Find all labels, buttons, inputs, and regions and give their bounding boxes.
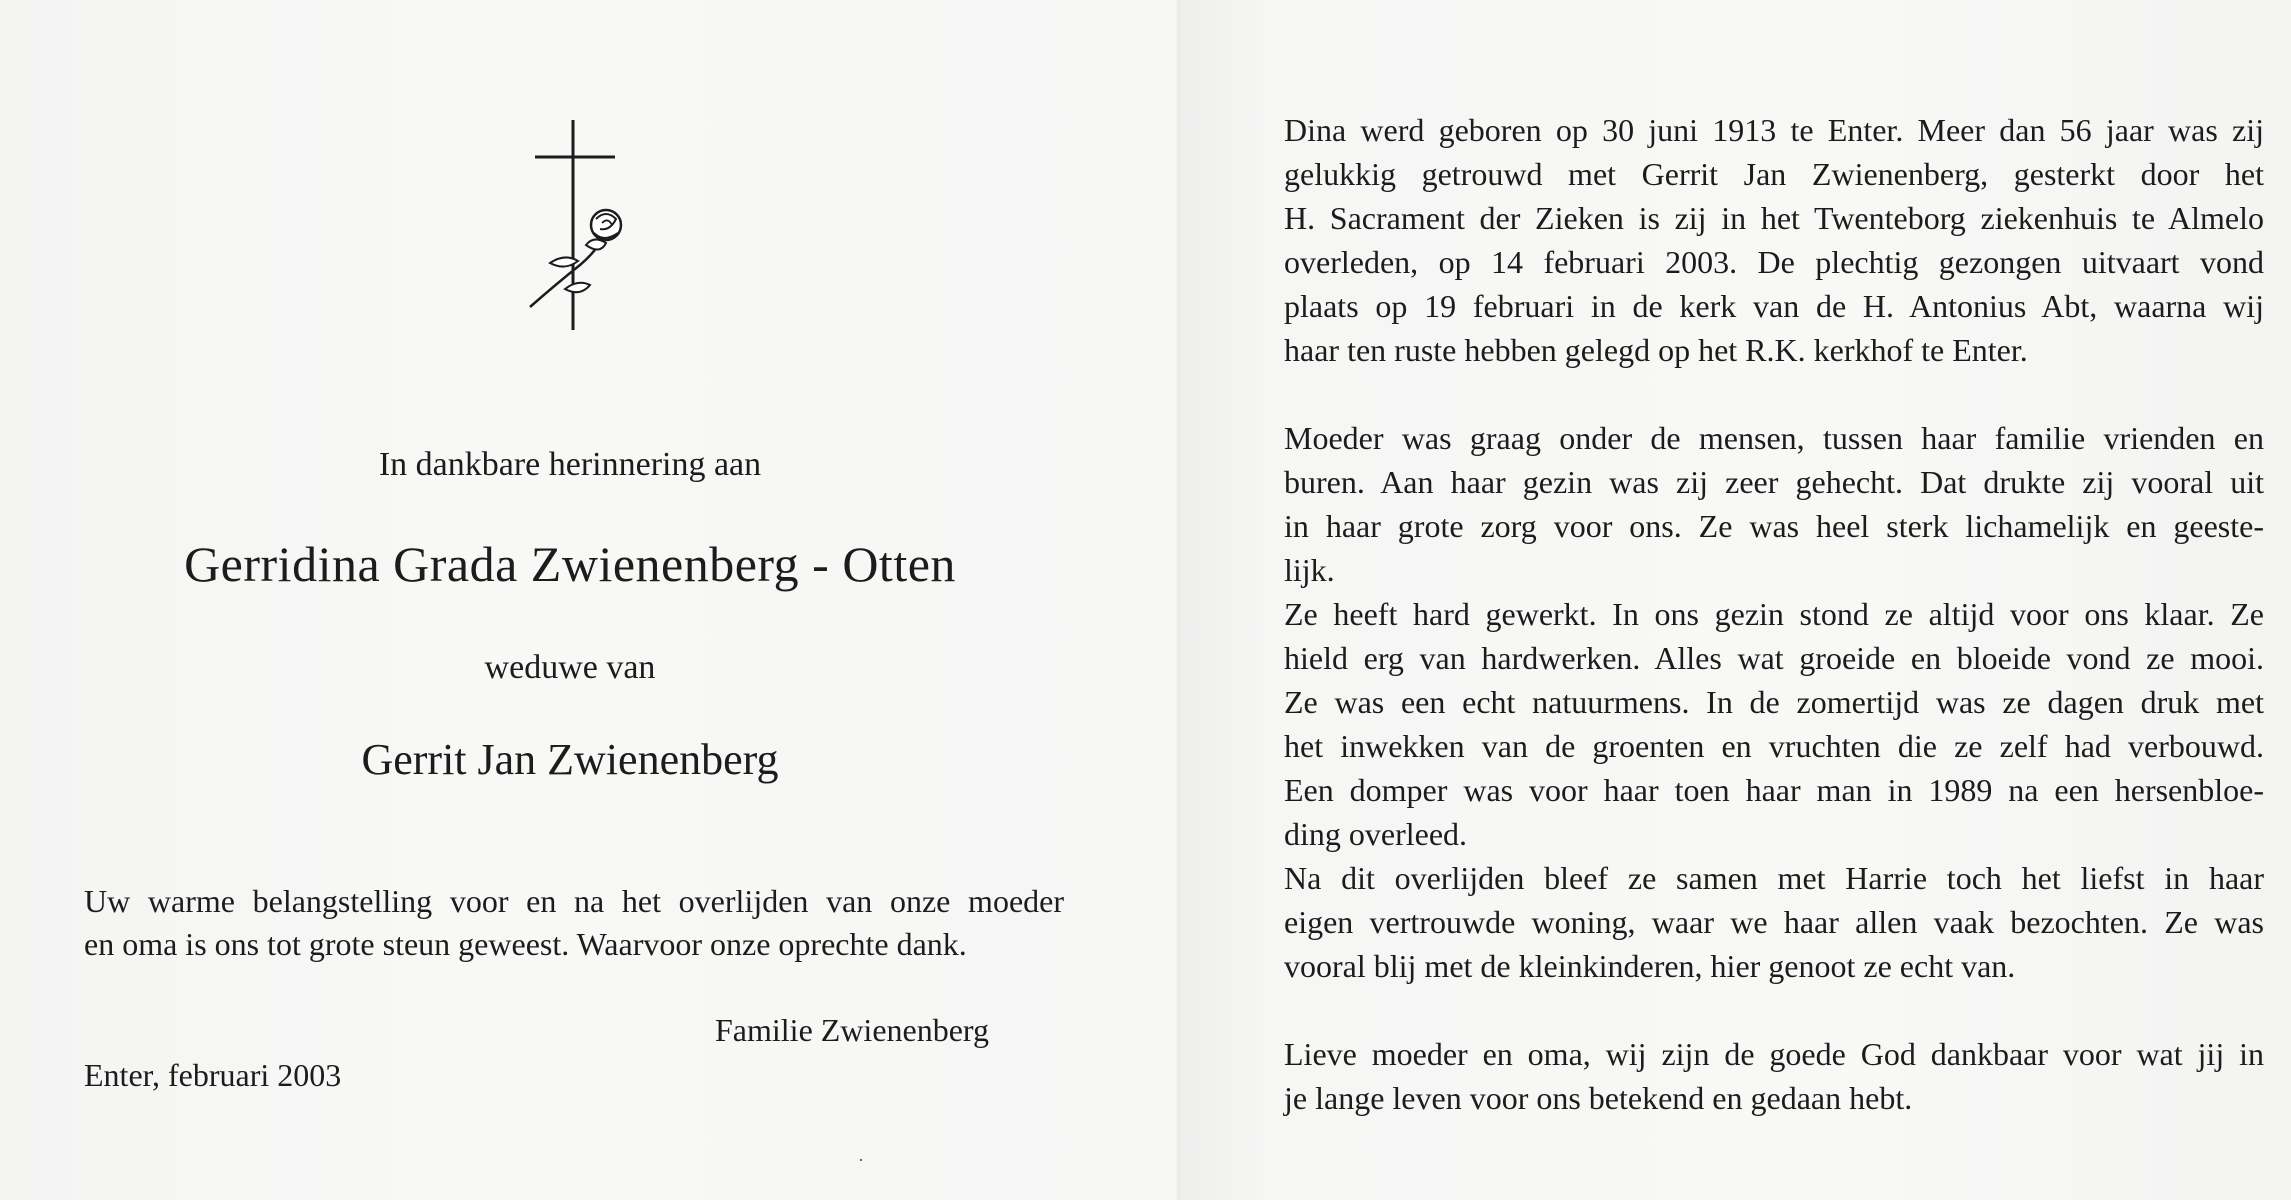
deceased-name: Gerridina Grada Zwienenberg - Otten [184,536,956,592]
text-line: buren. Aan haar gezin was zij zeer gehecht. Dat drukte zij vooral uit [1284,464,2264,500]
text-line: je lange leven voor ons betekend en gedaan hebt. [1284,1080,1913,1116]
place-date: Enter, februari 2003 [84,1057,342,1093]
cross-with-rose-icon [520,115,640,335]
text-line: gelukkig getrouwd met Gerrit Jan Zwienenberg, gesterkt door het [1284,156,2264,192]
thanks-line: en oma is ons tot grote steun geweest. Waarvoor onze oprechte dank. [84,926,967,962]
text-line: Dina werd geboren op 30 juni 1913 te Enter. Meer dan 56 jaar was zij [1284,112,2264,148]
work-paragraph [1284,592,2264,856]
intro-text: In dankbare herinnering aan [378,446,762,483]
thanks-paragraph [84,880,1064,966]
text-line: Lieve moeder en oma, wij zijn de goede God dankbaar voor wat jij in [1284,1036,2264,1072]
text-line: Na dit overlijden bleef ze samen met Harrie toch het liefst in haar [1284,860,2264,896]
character-paragraph [1284,416,2264,592]
text-line: plaats op 19 februari in de kerk van de H. Antonius Abt, waarna wij [1284,288,2264,324]
text-line: vooral blij met de kleinkinderen, hier genoot ze echt van. [1284,948,2016,984]
family-signature: Familie Zwienenberg [715,1012,989,1048]
paper-speck: · [858,1150,864,1170]
text-line: Ze heeft hard gewerkt. In ons gezin stond ze altijd voor ons klaar. Ze [1284,596,2264,632]
text-line: eigen vertrouwde woning, waar we haar allen vaak bezochten. Ze was [1284,904,2264,940]
biography-paragraph [1284,108,2264,372]
memorial-text [1284,108,2264,1120]
closing-paragraph [1284,1032,2264,1120]
text-line: het inwekken van de groenten en vruchten die ze zelf had verbouwd. [1284,728,2264,764]
thanks-line: Uw warme belangstelling voor en na het overlijden van onze moeder [84,883,1064,919]
text-line: ding overleed. [1284,816,1468,852]
text-line: Een domper was voor haar toen haar man in 1989 na een hersenbloe- [1284,772,2264,808]
later-years-paragraph [1284,856,2264,988]
text-line: Moeder was graag onder de mensen, tussen haar familie vrienden en [1284,420,2264,456]
husband-name: Gerrit Jan Zwienenberg [361,735,779,784]
text-line: overleden, op 14 februari 2003. De plechtig gezongen uitvaart vond [1284,244,2264,280]
text-line: H. Sacrament der Zieken is zij in het Twenteborg ziekenhuis te Almelo [1284,200,2264,236]
text-line: hield erg van hardwerken. Alles wat groeide en bloeide vond ze mooi. [1284,640,2264,676]
text-line: lijk. [1284,552,1335,588]
text-line: in haar grote zorg voor ons. Ze was heel sterk lichamelijk en geeste- [1284,508,2264,544]
widow-of-text: weduwe van [484,649,656,686]
text-line: haar ten ruste hebben gelegd op het R.K. kerkhof te Enter. [1284,332,2028,368]
text-line: Ze was een echt natuurmens. In de zomertijd was ze dagen druk met [1284,684,2264,720]
